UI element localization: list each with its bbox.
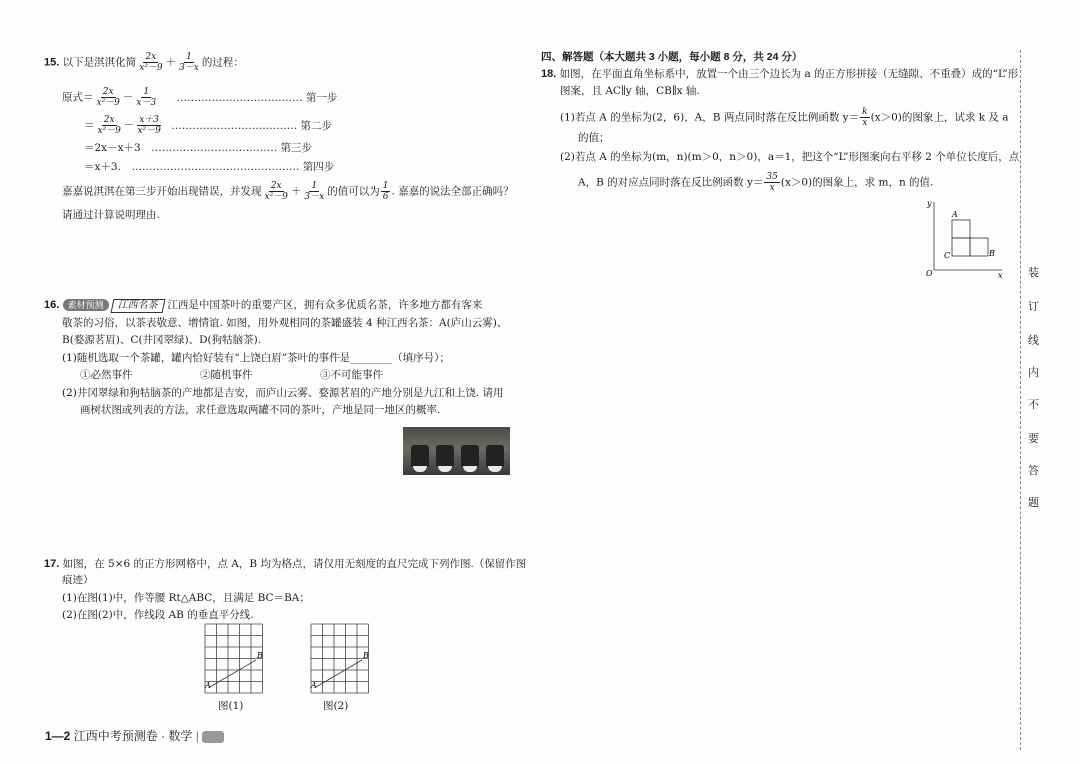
l-square-top [952,220,970,238]
q16-opt1: ①必然事件 [80,369,133,381]
q18-title: 18. 如图，在平面直角坐标系中，放置一个由三个边长为 a 的正方形拼接（无缝隙、不重叠）成的“L”形 [541,68,1019,80]
l-square-bottom-left [952,238,970,256]
q18-part1: (1)若点 A 的坐标为(2，6)，A，B 两点同时落在反比例函数 y＝ $\frac{k}{x}$ (x＞0)的图象上，试求 k 及 a [560,107,1009,128]
grid-figure-2 [311,624,369,693]
origin-label: O [926,269,933,278]
axis-y-label: y [927,199,932,208]
side-char-3: 线 [1028,334,1039,347]
point-b-label: B [989,249,995,258]
section-4-title: 四、解答题（本大题共 3 小题，每小题 8 分，共 24 分） [541,51,803,63]
q15-ask: 请通过计算说明理由. [62,209,160,221]
side-char-1: 装 [1028,266,1039,279]
q18-l-shape-diagram [922,198,1006,280]
l-square-bottom-right [970,238,988,256]
label-a-1: A [205,681,211,690]
q16-part2a: (2)井冈翠绿和狗牯脑茶的产地都是吉安，而庐山云雾、婺源茗眉的产地分别是九江和上饶. 请用 [62,387,504,399]
label-b-2: B [363,651,369,660]
q16-line2: 敬茶的习俗，以茶表敬意、增情谊. 如图，用外观相同的茶罐盛装 4 种江西名茶：A(庐山云雾)、 [62,317,508,329]
q17-part1: (1)在图(1)中，作等腰 Rt△ABC，且满足 BC＝BA； [62,592,310,604]
fig1-caption: 图(1) [218,700,244,712]
q16-line3: B(婺源茗眉)、C(井冈翠绿)、D(狗牯脑茶). [62,334,262,346]
q16-tag: 江西名茶 [111,299,166,313]
point-c-label: C [944,251,951,260]
q15-step1: 原式＝ $\frac{2x}{\text{x²－9}}$ － $\frac{1}{x-3}$ ……………………………… 第一步 [62,87,338,108]
label-a-2: A [311,681,317,690]
label-b-1: B [257,651,263,660]
publisher-logo-icon [202,731,224,743]
footer-title: 江西中考预测卷 · 数学 [73,729,193,743]
q16-opt3: ③不可能事件 [320,369,383,381]
axis-x-label: x [998,271,1003,280]
side-char-6: 要 [1028,432,1039,445]
page-number: 1—2 [45,729,71,743]
q15-claim: 嘉嘉说淇淇在第三步开始出现错误，并发现 $\frac{2x}{\text{x²－9}}$ ＋ $\frac{1}{3-x}$ 的值可以为 $\frac{1}{6}$ . 嘉嘉的说法全部正确吗？ [62,181,514,202]
page-footer: 1—2 江西中考预测卷 · 数学 | [45,727,224,744]
q18-part3: A，B 的对应点同时落在反比例函数 y＝ $\frac{35}{x}$ (x＞0)的图象上，求 m，n 的值. [578,172,934,193]
q18-part1c: 的值； [578,132,610,144]
q16-badge: 素材预测 [63,299,109,311]
q17-title: 17. 如图，在 5×6 的正方形网格中，点 A，B 均为格点，请仅用无刻度的直尺完成下列作图.（保留作图 [44,558,527,570]
q18-part2: (2)若点 A 的坐标为(m，n)(m＞0，n＞0)，a＝1，把这个“L”形图案向右平移 2 个单位长度后，点 [560,151,1020,163]
side-char-2: 订 [1028,300,1039,313]
q16-title: 16. 素材预测 江西名茶 江西是中国茶叶的重要产区，拥有众多优质名茶，许多地方都有客来 [44,299,483,311]
q18-line2: 图案，且 AC∥y 轴，CB∥x 轴. [560,85,700,97]
fig2-caption: 图(2) [323,700,349,712]
q15-title: 15. 以下是淇淇化简 $\frac{2x}{\text{x²－9}}$ ＋ $\frac{1}{3-x}$ 的过程： [44,52,244,73]
point-a-label: A [952,210,958,219]
q16-part2b: 画树状图或列表的方法，求任意选取两罐不同的茶叶，产地是同一地区的概率. [80,404,441,416]
q15-step3: ＝2x－x＋3 ……………………………… 第三步 [84,142,313,154]
side-char-4: 内 [1028,366,1039,379]
side-char-8: 题 [1028,496,1039,509]
q15-step4: ＝x＋3. ………………………………………… 第四步 [84,161,335,173]
q16-part1: (1)随机选取一个茶罐，罐内恰好装有“上饶白眉”茶叶的事件是________（填序号）； [62,352,450,364]
q17-line2: 痕迹） [62,574,94,586]
binding-line [1020,50,1021,750]
grid-figure-1 [205,624,263,693]
side-char-7: 答 [1028,464,1039,477]
side-char-5: 不 [1028,398,1039,411]
q17-part2: (2)在图(2)中，作线段 AB 的垂直平分线. [62,609,254,621]
q16-opt2: ②随机事件 [200,369,253,381]
q15-step2: ＝ $\frac{2x}{\text{x²－9}}$ － $\frac{x+3}{\text{x²－9}}$ ……………………………… 第二步 [84,115,333,136]
tea-jars-photo [403,427,510,475]
